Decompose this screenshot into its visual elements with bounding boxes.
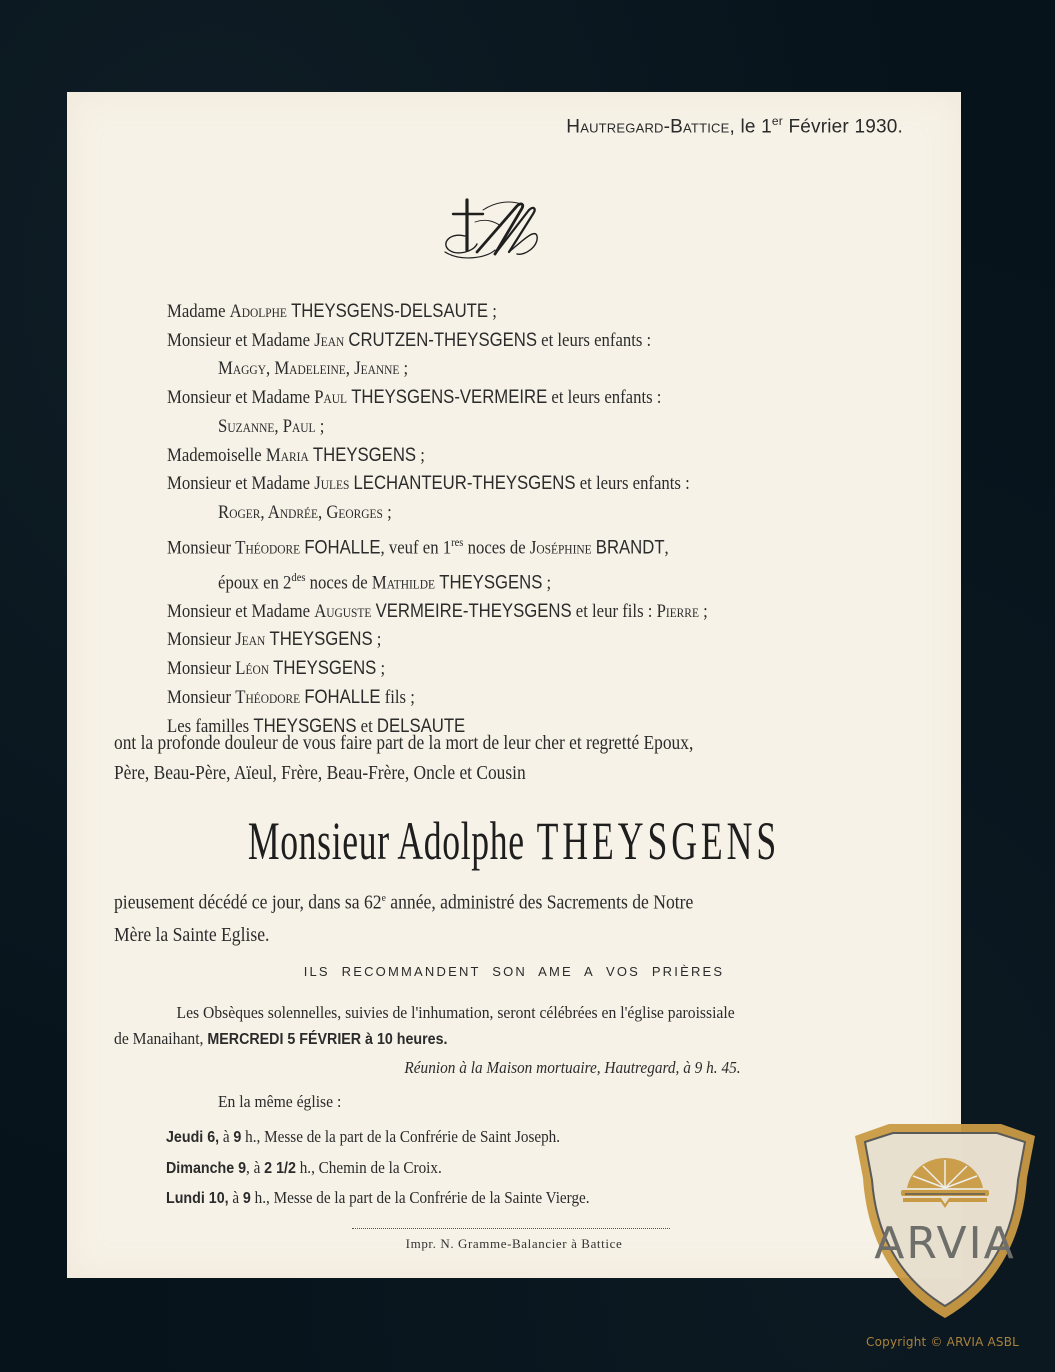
place: Hautregard-Battice xyxy=(566,116,730,138)
family-member-line: Madame Adolphe THEYSGENS-DELSAUTE ; xyxy=(167,301,497,322)
mass-schedule-item: Jeudi 6, à 9 h., Messe de la part de la Confrérie de Saint Joseph. xyxy=(166,1127,561,1146)
family-member-line: Monsieur et Madame Jean CRUTZEN-THEYSGENS et leurs enfants : xyxy=(167,329,652,351)
same-church-label: En la même église : xyxy=(218,1092,342,1111)
funeral-details: Les Obsèques solennelles, suivies de l'inhumation, seront célébrées en l'église paroissiale de Manaihant, MERCREDI 5 FÉVRIER à 10 heures. xyxy=(114,1003,735,1048)
family-member-line: Monsieur et Madame Jules LECHANTEUR-THEYSGENS et leurs enfants : xyxy=(167,473,690,495)
mass-schedule-item: Dimanche 9, à 2 1/2 h., Chemin de la Croix. xyxy=(166,1157,442,1177)
svg-text:ARVIA: ARVIA xyxy=(874,1218,1016,1269)
funeral-date: MERCREDI 5 FÉVRIER à 10 heures. xyxy=(207,1031,448,1048)
family-member-line: Les familles THEYSGENS et DELSAUTE xyxy=(167,715,466,737)
place-date-line: Hautregard-Battice, le 1er Février 1930. xyxy=(566,114,903,138)
dotted-divider xyxy=(352,1228,670,1229)
family-member-line: Monsieur Jean THEYSGENS ; xyxy=(167,629,382,651)
family-member-line: Suzanne, Paul ; xyxy=(218,415,325,437)
family-list xyxy=(167,298,708,741)
death-details: pieusement décédé ce jour, dans sa 62e année, administré des Sacrements de Notre Mère la Sainte Eglise. xyxy=(114,891,694,946)
reunion-info: Réunion à la Maison mortuaire, Hautregard, à 9 h. 45. xyxy=(404,1058,741,1077)
family-member-line: Maggy, Madeleine, Jeanne ; xyxy=(218,358,409,380)
printer-credit: Impr. N. Gramme-Balancier à Battice xyxy=(405,1236,623,1251)
family-member-line: Roger, Andrée, Georges ; xyxy=(218,501,392,523)
arvia-shield-logo-icon xyxy=(847,1118,1043,1323)
cross-monogram-icon xyxy=(425,192,555,272)
funeral-notice-paper xyxy=(67,92,961,1278)
family-member-line: Mademoiselle Maria THEYSGENS ; xyxy=(167,444,425,466)
deceased-name: Monsieur Adolphe THEYSGENS xyxy=(247,811,781,871)
family-member-line: Monsieur Théodore FOHALLE fils ; xyxy=(167,686,415,708)
copyright-notice: Copyright © ARVIA ASBL xyxy=(866,1335,1020,1349)
family-member-line: époux en $2^{des}$ noces de Mathilde THEYSGENS ; xyxy=(218,569,552,593)
prayer-recommendation: ILS RECOMMANDENT SON AME A VOS PRIÈRES xyxy=(303,964,725,979)
family-member-line: Monsieur Théodore FOHALLE, veuf en 1res noces de Joséphine BRANDT, xyxy=(167,534,669,558)
family-member-line: Monsieur Léon THEYSGENS ; xyxy=(167,658,386,680)
family-member-line: Monsieur et Madame Paul THEYSGENS-VERMEIRE et leurs enfants : xyxy=(167,387,662,409)
announcement-text: ont la profonde douleur de vous faire part de la mort de leur cher et regretté Epoux, Père, Beau-Père, Aïeul, Frère, Beau-Frère, Oncle et Cousin xyxy=(114,732,694,784)
mass-schedule-item: Lundi 10, à 9 h., Messe de la part de la Confrérie de la Sainte Vierge. xyxy=(166,1188,590,1207)
mass-schedule xyxy=(166,1122,590,1214)
family-member-line: Monsieur et Madame Auguste VERMEIRE-THEYSGENS et leur fils : Pierre ; xyxy=(167,600,708,622)
